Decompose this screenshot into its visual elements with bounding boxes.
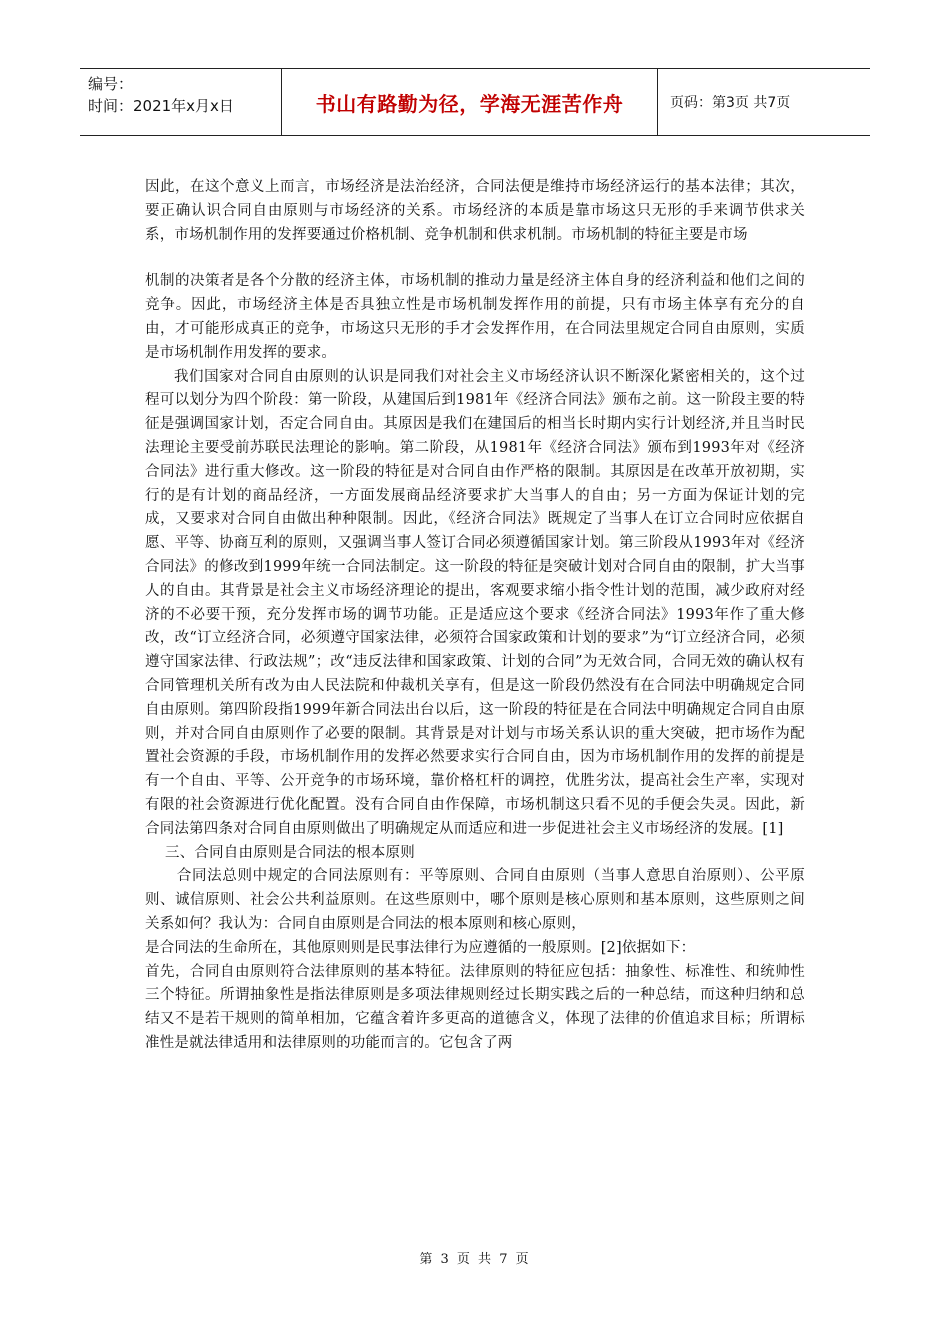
- page-footer: 第 3 页 共 7 页: [419, 1252, 531, 1267]
- document-body: [145, 176, 805, 1056]
- body-paragraph-3: 我们国家对合同自由原则的认识是同我们对社会主义市场经济认识不断深化紧密相关的，这个过程可以划分为四个阶段：第一阶段，从建国后到1981年《经济合同法》颁布之前。这一阶段主要的特征是强调国家计划，否定合同自由。其原因是我们在建国后的相当长时期内实行计划经济,并且当时民法理论主要受前苏联民法理论的影响。第二阶段，从1981年《经济合同法》颁布到1993年对《经济合同法》进行重大修改。这一阶段的特征是对合同自由作严格的限制。其原因是在改革开放初期，实行的是有计划的商品经济，一方面发展商品经济要求扩大当事人的自由；另一方面为保证计划的完成，又要求对合同自由做出种种限制。因此，《经济合同法》既规定了当事人在订立合同时应依据自愿、平等、协商互利的原则，又强调当事人签订合同必须遵循国家计划。第三阶段从1993年对《经济合同法》的修改到1999年统一合同法制定。这一阶段的特征是突破计划对合同自由的限制，扩大当事人的自由。其背景是社会主义市场经济理论的提出，客观要求缩小指令性计划的范围，减少政府对经济的不必要干预，充分发挥市场的调节功能。正是适应这个要求《经济合同法》1993年作了重大修改，改“订立经济合同，必须遵守国家法律，必须符合国家政策和计划的要求”为“订立经济合同，必须遵守国家法律、行政法规”；改“违反法律和国家政策、计划的合同”为无效合同，合同无效的确认权有合同管理机关所有改为由人民法院和仲裁机关享有，但是这一阶段仍然没有在合同法中明确规定合同自由原则。第四阶段指1999年新合同法出台以后，这一阶段的特征是在合同法中明确规定合同自由原则，并对合同自由原则作了必要的限制。其背景是对计划与市场关系认识的重大突破，把市场作为配置社会资源的手段，市场机制作用的发挥必然要求实行合同自由，因为市场机制作用的发挥的前提是有一个自由、平等、公开竞争的市场环境，靠价格杠杆的调控，优胜劣汰，提高社会生产率，实现对有限的社会资源进行优化配置。没有合同自由作保障，市场机制这只看不见的手便会失灵。因此，新合同法第四条对合同自由原则做出了明确规定从而适应和进一步促进社会主义市场经济的发展。[1]: [145, 368, 805, 837]
- document-header: [80, 68, 870, 136]
- body-paragraph-5: 是合同法的生命所在，其他原则则是民事法律行为应遵循的一般原则。[2]依据如下：: [145, 939, 696, 956]
- document-number-label: 编号：: [88, 75, 134, 93]
- body-paragraph-1: 因此，在这个意义上而言，市场经济是法治经济，合同法便是维持市场经济运行的基本法律；其次，要正确认识合同自由原则与市场经济的关系。市场经济的本质是靠市场这只无形的手来调节供求关系，市场机制作用的发挥要通过价格机制、竞争机制和供求机制。市场机制的特征主要是市场: [145, 179, 805, 243]
- paragraph-gap: [145, 247, 805, 270]
- header-meta: [80, 69, 282, 135]
- document-time-label: 时间：2021年x月x日: [88, 97, 234, 115]
- header-page-info: 页码：第3页 共7页: [670, 95, 791, 111]
- body-paragraph-4: 合同法总则中规定的合同法原则有：平等原则、合同自由原则（当事人意思自治原则）、公平原则、诚信原则、社会公共利益原则。在这些原则中，哪个原则是核心原则和基本原则，这些原则之间关系如何？我认为：合同自由原则是合同法的根本原则和核心原则，: [145, 868, 805, 932]
- body-paragraph-2: 机制的决策者是各个分散的经济主体，市场机制的推动力量是经济主体自身的经济利益和他们之间的竞争。因此，市场经济主体是否具独立性是市场机制发挥作用的前提，只有市场主体享有充分的自由，才可能形成真正的竞争，市场这只无形的手才会发挥作用，在合同法里规定合同自由原则，实质是市场机制作用发挥的要求。: [145, 273, 805, 361]
- body-paragraph-6: 首先，合同自由原则符合法律原则的基本特征。法律原则的特征应包括：抽象性、标准性、和统帅性三个特征。所谓抽象性是指法律原则是多项法律规则经过长期实践之后的一种总结，而这种归纳和总结又不是若干规则的简单相加，它蕴含着许多更高的道德含义，体现了法律的价值追求目标；所谓标准性是就法律适用和法律原则的功能而言的。它包含了两: [145, 963, 805, 1051]
- header-motto: 书山有路勤为径，学海无涯苦作舟: [282, 69, 658, 135]
- section-heading-3: 三、合同自由原则是合同法的根本原则: [165, 844, 415, 861]
